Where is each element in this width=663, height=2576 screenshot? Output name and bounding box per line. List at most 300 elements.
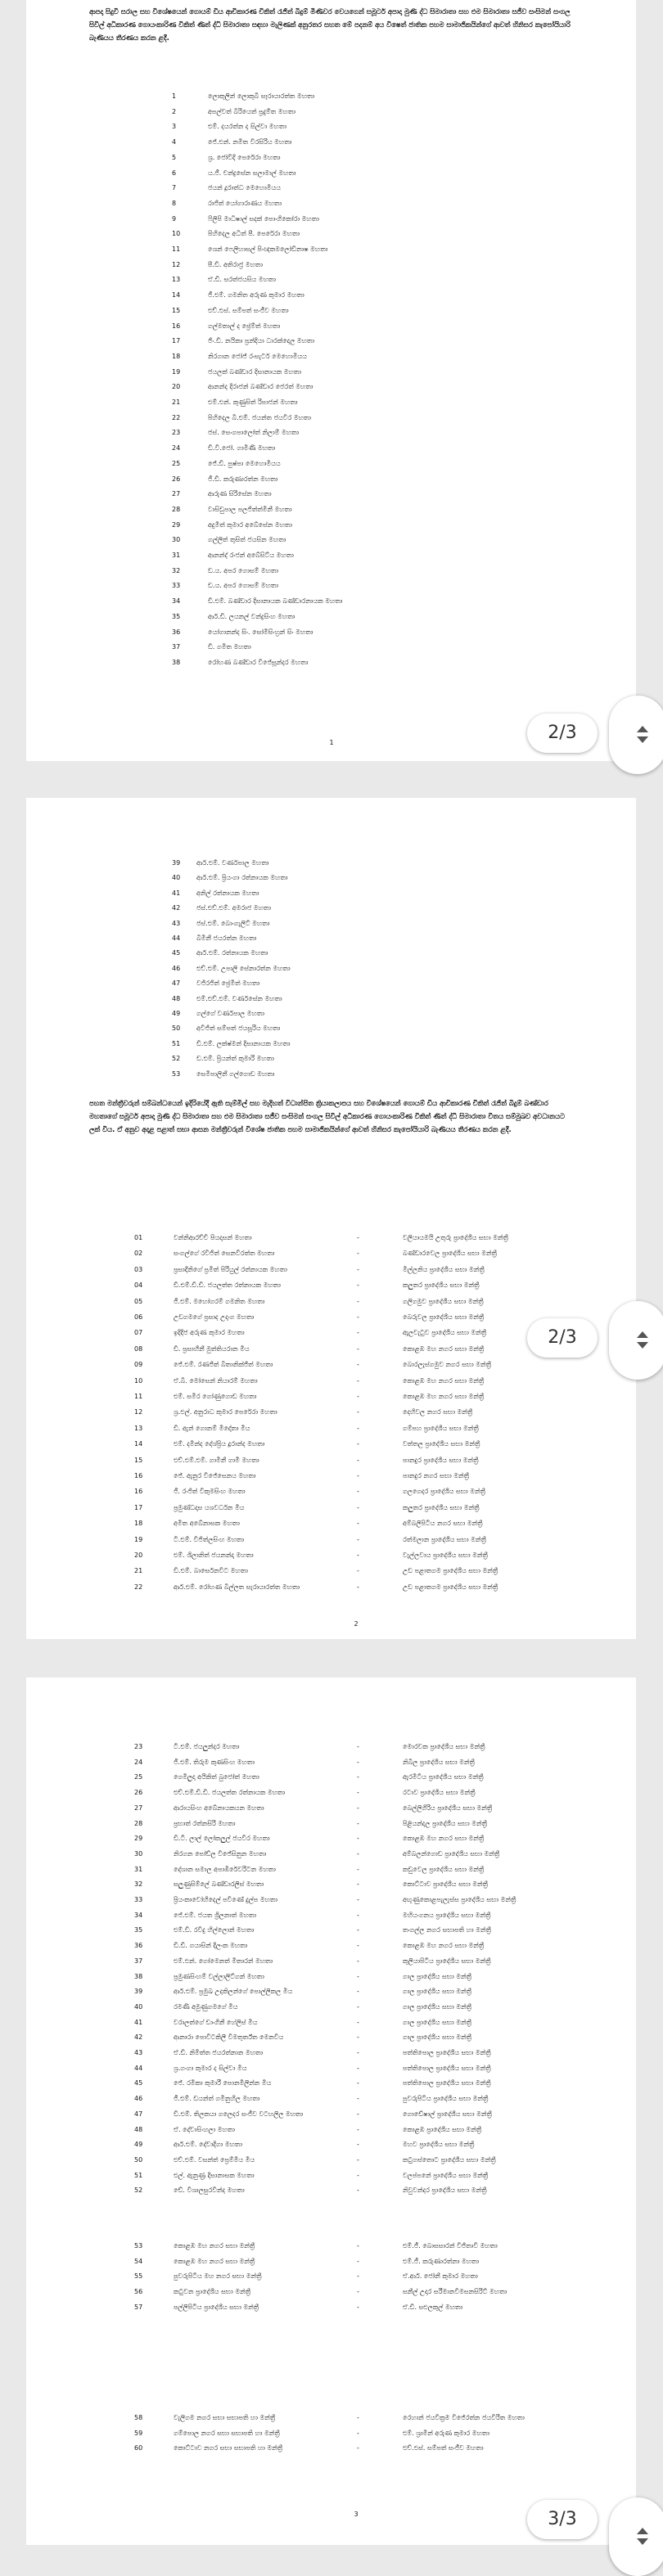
- row-number: 52: [172, 1055, 181, 1063]
- separator-dash: -: [357, 1535, 359, 1543]
- separator-dash: -: [357, 2079, 359, 2087]
- chevron-up-icon[interactable]: [637, 2528, 648, 2534]
- separator-dash: -: [357, 1743, 359, 1750]
- document-page-3: [26, 1678, 636, 2545]
- member-name: ජී.එම්. තිරුම කුණසිංහ මහතා: [174, 1758, 255, 1766]
- member-name: ආර්.ඩී. ලයනල් වන්ද්‍රසිංහ මහතා: [208, 612, 295, 620]
- separator-dash: -: [357, 2303, 359, 2311]
- page-number: 2: [354, 1620, 359, 1628]
- member-position: ඇරමිටිය ප්‍රාදේශීය සභා මන්ත්‍රී: [403, 1773, 484, 1781]
- row-number: 32: [172, 566, 181, 574]
- member-name: පිහිදෙල අධිත් පී. පෙරේරා මහතා: [208, 230, 300, 238]
- member-position: ගාල ප්‍රාදේශීය සභා මන්ත්‍රී: [403, 2002, 472, 2011]
- member-name: ගම්පොල නගර සභා සභාපති හා මන්ත්‍රී: [174, 2429, 280, 2437]
- member-position: රෙහාන් ජයවික්‍රම විජේරත්න ජයවිරිත මහතා: [403, 2414, 525, 2421]
- member-position: පත්තිපොල ප්‍රාදේශීය සභා මන්ත්‍රී: [403, 2049, 491, 2056]
- member-position: වත්තල ප්‍රාදේශීය සභා මන්ත්‍රී: [403, 1440, 480, 1448]
- row-number: 56: [134, 2288, 143, 2296]
- member-name: පී.ඩී. අතිරාජ්‍ර මහතා: [208, 260, 263, 268]
- member-name: ඒ.ඩී. සරත්ජයසිය මහතා: [208, 276, 276, 284]
- row-number: 8: [172, 199, 177, 207]
- row-number: 05: [134, 1297, 143, 1305]
- separator-dash: -: [357, 1849, 359, 1858]
- row-number: 35: [134, 1926, 143, 1934]
- member-position: අඟුණුකොළපැලැස්ස ප්‍රාදේශීය සභා මන්ත්‍රී: [403, 1896, 516, 1903]
- member-name: ගල්මතාල් ද ප්‍රේම්ත් මහතා: [208, 322, 281, 330]
- member-name: ශ්‍ර. ජෝවිදි පෙරේරා මහතා: [208, 153, 281, 161]
- member-name: ආර්.එම්. ප්‍රමුඛ උදකිලන්ගේ පොල්ලිකල මිය: [174, 1988, 293, 1996]
- row-number: 59: [134, 2429, 143, 2437]
- row-number: 27: [172, 490, 181, 498]
- separator-dash: -: [357, 2186, 359, 2195]
- member-position: කොට්ටාව ප්‍රාදේශීය සභා මන්ත්‍රී: [403, 1880, 489, 1889]
- member-name: එච්.එම්.ඩී.ඩී. ජයලත්ත රත්නායක මහතා: [174, 1789, 286, 1797]
- member-name: දේශාන සමාල අපාඹිරේවරිටන මහතා: [174, 1865, 276, 1873]
- row-number: 11: [134, 1393, 143, 1400]
- member-name: අනිල් රත්නායක මහතා: [196, 889, 259, 897]
- row-number: 14: [172, 291, 181, 299]
- member-position: බොරලැස්ගමුව නගර සභා මන්ත්‍රී: [403, 1361, 492, 1369]
- member-position: ඒ.ඩී. සළුලකුල් මහතා: [403, 2303, 463, 2311]
- member-name: එම්.එච්.එම්. වර්ණසේන මහතා: [196, 994, 282, 1002]
- row-number: 11: [172, 245, 181, 253]
- row-number: 06: [134, 1313, 143, 1321]
- member-position: ඒ.ආර්. ජෝනී කුමාර මහතා: [403, 2272, 478, 2281]
- member-position: කටුගස්තොට ප්‍රාදේශීය සභා මන්ත්‍රී: [403, 2155, 496, 2164]
- row-number: 4: [172, 138, 177, 146]
- member-name: ජේ. ඇනුර විජේසෙනය මහතා: [174, 1472, 256, 1479]
- scroll-control[interactable]: [609, 696, 663, 774]
- row-number: 19: [172, 367, 181, 376]
- member-name: ආනන්ද දිරාජන් බණ්ඩාර ජෙරත් මහතා: [208, 383, 313, 391]
- separator-dash: -: [357, 1250, 359, 1258]
- separator-dash: -: [357, 1344, 359, 1353]
- member-name: ආර්.එම්. දේවාදිගා මහතා: [174, 2141, 243, 2149]
- separator-dash: -: [357, 1911, 359, 1919]
- member-name: ජේ.එම්. රණජිත් බිතානික්ජිත් මහතා: [174, 1361, 273, 1369]
- row-number: 55: [134, 2272, 143, 2281]
- member-name: ඩී.එම්. ලක්ෂ්මන් දිසානායක මහතා: [196, 1039, 291, 1047]
- member-position: ගාල ප්‍රාදේශීය සභා මන්ත්‍රී: [403, 2018, 472, 2026]
- member-name: ආනන්ද් රංජන් අබේසිට්ය මහතා: [208, 552, 294, 559]
- row-number: 03: [134, 1265, 143, 1273]
- member-name: ශෙන් ෆෙලිහාසල් පිංඥකමලෝඩිනාෂ මහතා: [208, 245, 328, 253]
- member-name: ජී.එම්. ගමනිත අරුණ කුමාර මහතා: [208, 291, 304, 299]
- member-position: පානදුර නගර සභා මන්ත්‍රී: [403, 1472, 470, 1479]
- separator-dash: -: [357, 1567, 359, 1575]
- row-number: 33: [172, 582, 181, 590]
- row-number: 12: [134, 1408, 143, 1416]
- member-name: ප්‍රභාත් රත්නසිරි මහතා: [174, 1819, 236, 1827]
- row-number: 27: [134, 1804, 143, 1812]
- member-position: උඩ පළාතගම ප්‍රාදේශීය සභා මන්ත්‍රී: [403, 1567, 498, 1575]
- row-number: 49: [134, 2141, 143, 2149]
- row-number: 12: [172, 260, 181, 268]
- chevron-up-icon[interactable]: [637, 726, 648, 732]
- member-name: අමිත අබේනාසක මහතා: [174, 1520, 240, 1528]
- separator-dash: -: [357, 1758, 359, 1766]
- member-name: ඩී.වී.ජෝ. ගාමිණි මහතා: [208, 444, 276, 453]
- member-name: ගල්ගේ වර්ණපාල මහතා: [196, 1010, 264, 1017]
- row-number: 32: [134, 1880, 143, 1889]
- member-name: ඩී.ඩී. ගයාසින් දිලංක මහතා: [174, 1942, 248, 1950]
- member-position: කොළඹ ප්‍රාදේශීය සභා මන්ත්‍රී: [403, 2125, 482, 2133]
- member-position: සනීල් උදාර සරීමානවිමසනසිරිට් මහතා: [403, 2288, 507, 2296]
- row-number: 44: [134, 2064, 143, 2072]
- row-number: 9: [172, 214, 177, 223]
- row-number: 15: [134, 1456, 143, 1464]
- separator-dash: -: [357, 1376, 359, 1385]
- member-name: යෝගානන්ද සිං. සෝමිසිංහ්‍රන් සිං මහතා: [208, 628, 313, 636]
- row-number: 58: [134, 2414, 143, 2421]
- member-position: නිවුවන්දර ප්‍රාදේශීය සභා මන්ත්‍රී: [403, 2186, 487, 2195]
- separator-dash: -: [357, 1972, 359, 1980]
- member-name: උඩගමගේ ප්‍රසාද උදාංග මහතා: [174, 1313, 255, 1321]
- row-number: 40: [134, 2002, 143, 2011]
- member-name: ඩී. ඇන් ගොනම් මිදෝතා මිය: [174, 1424, 250, 1432]
- separator-dash: -: [357, 2141, 359, 2149]
- member-name: ජස්.එම්. බොංගැලිට් මහතා: [196, 919, 270, 927]
- member-position: ගලිගමුව ප්‍රාදේශීය සභා මන්ත්‍රී: [403, 1297, 484, 1305]
- row-number: 53: [172, 1070, 181, 1078]
- member-position: කොළඹ මහ නගර සභා මන්ත්‍රී: [403, 1376, 485, 1385]
- member-position: එච්.එස්. සම්පත් සංජීව මහතා: [403, 2444, 484, 2452]
- member-name: ය.ජී. චන්ද්‍රසේන සලාමාල් මහතා: [208, 169, 296, 177]
- member-name: කොළඹ මහ නගර සභා මන්ත්‍රී: [174, 2242, 255, 2249]
- member-name: එම්.එන්. කුණුසිත් රිපාජන් මහතා: [208, 399, 298, 406]
- member-name: ආර්.එම්. රෝහණ බිල්ලත සැරායාරත්ත මහතා: [174, 1583, 300, 1591]
- row-number: 39: [134, 1988, 143, 1996]
- row-number: 2: [172, 107, 177, 115]
- separator-dash: -: [357, 1988, 359, 1996]
- member-position: කලුතර ප්‍රාදේශීය සභා මන්ත්‍රී: [403, 1503, 480, 1511]
- row-number: 51: [134, 2171, 143, 2179]
- separator-dash: -: [357, 2018, 359, 2026]
- row-number: 18: [172, 352, 181, 360]
- separator-dash: -: [357, 2064, 359, 2072]
- member-name: ශ්‍ර.එල්. අනුරාධ කුමාර පෙරේරා මහතා: [174, 1408, 277, 1416]
- row-number: 54: [134, 2257, 143, 2265]
- member-position: කඩුවෙල ප්‍රාදේශීය සභා මන්ත්‍රී: [403, 1865, 485, 1873]
- member-name: ආනාරා පොවිටකිලී විමතුර්ත්ත මෙනවිය: [174, 2033, 284, 2042]
- member-name: එම්. දමින්ද දේශ්ප්‍රිය දූරාන්ද මහතා: [174, 1440, 265, 1448]
- row-number: 31: [172, 552, 181, 559]
- row-number: 28: [172, 505, 181, 513]
- page-number: 1: [329, 739, 334, 746]
- row-number: 43: [172, 919, 181, 927]
- member-name: පල්ලිපිටිය ප්‍රාදේශීය සභා මන්ත්‍රී: [174, 2303, 259, 2311]
- member-name: ඉදිදිජ අරුණ කුමාර මහතා: [174, 1329, 245, 1337]
- row-number: 22: [134, 1583, 143, 1591]
- separator-dash: -: [357, 1835, 359, 1843]
- row-number: 26: [134, 1789, 143, 1797]
- member-name: කටුවන ප්‍රාදේශීය සභා මන්ත්‍රී: [174, 2288, 251, 2296]
- member-position: වලියායමයි උතුරු ප්‍රාදේශීය සභා මන්ත්‍රී: [403, 1234, 508, 1241]
- member-name: ජේ. රමිකා කුමාරී පොනමිලින්න මිය: [174, 2079, 272, 2087]
- member-name: කොට්ටාව නගර සභා සභාපති හා මන්ත්‍රී: [174, 2444, 283, 2452]
- member-name: ප්‍රසාදීනිගේ ප්‍රමිත් පිරියුල් රත්නායක මහතා: [174, 1265, 287, 1273]
- separator-dash: -: [357, 1583, 359, 1591]
- member-name: අපල්වත් බිරියෙත් ප්‍රදුම්ත මහතා: [208, 107, 295, 115]
- member-position: තංගල්ල නගර සභාපති හා මන්ත්‍රී: [403, 1926, 491, 1934]
- member-position: කොළඹ මහ නගර සභා මන්ත්‍රී: [403, 1835, 485, 1843]
- row-number: 53: [134, 2242, 143, 2249]
- separator-dash: -: [357, 2272, 359, 2281]
- separator-dash: -: [357, 2002, 359, 2011]
- separator-dash: -: [357, 1329, 359, 1337]
- member-position: අම්බලිපිටිය නගර සභා මන්ත්‍රී: [403, 1520, 483, 1528]
- member-name: සෙමිපාලිනී ගල්ගොඩ මහතා: [196, 1070, 275, 1078]
- row-number: 48: [172, 994, 181, 1002]
- member-name: සලුණුසිම්ලේ බණ්ඩාරලිස් මහතා: [174, 1880, 264, 1889]
- separator-dash: -: [357, 1880, 359, 1889]
- member-name: එච්.එම්.එම්. ගාමිනී ගාමී මහතා: [174, 1456, 259, 1464]
- member-name: ජේ.එම්. ජයත ශ්‍රිලනාත් මහතා: [174, 1911, 257, 1919]
- page-number: 3: [354, 2511, 359, 2518]
- member-position: කුලියාපිටිය ප්‍රාදේශීය සභා මන්ත්‍රී: [403, 1957, 491, 1965]
- separator-dash: -: [357, 2414, 359, 2421]
- separator-dash: -: [357, 2110, 359, 2118]
- member-name: ජී.ඩී. කරුණාරත්න මහතා: [208, 475, 278, 483]
- row-number: 45: [134, 2079, 143, 2087]
- separator-dash: -: [357, 1551, 359, 1559]
- member-name: එච්.එම්. උපාලි සේනාරත්න මහතා: [196, 964, 291, 972]
- row-number: 5: [172, 153, 177, 161]
- member-name: එම්. දයරත්න ද සිල්වා මහතා: [208, 123, 286, 131]
- row-number: 07: [134, 1329, 143, 1337]
- member-position: මිල්ලනිය ප්‍රාදේශීය සභා මන්ත්‍රී: [403, 1265, 485, 1273]
- member-name: ජේ.එන්. නමිත විරසිරිය මහතා: [208, 138, 292, 146]
- separator-dash: -: [357, 2242, 359, 2249]
- member-position: කොළඹ මහ නගර සභා මන්ත්‍රී: [403, 1393, 485, 1400]
- member-name: එම්.ඩී. රවිදු හිල්ලොන් මහතා: [174, 1926, 255, 1934]
- separator-dash: -: [357, 1361, 359, 1369]
- document-page-2: [26, 798, 636, 1639]
- member-name: පුවරුපිටිය මහ නගර සභා මන්ත්‍රී: [174, 2272, 262, 2281]
- member-name: ටී.එම්. ජයලුන්දර මහතා: [174, 1743, 240, 1750]
- member-position: පත්තිපොල ප්‍රාදේශීය සභා මන්ත්‍රී: [403, 2079, 491, 2087]
- member-name: ගෙමිල්‍රදා අයිකිත් බුජෝත් මහතා: [174, 1773, 259, 1781]
- row-number: 15: [172, 306, 181, 314]
- row-number: 7: [172, 184, 177, 192]
- separator-dash: -: [357, 2257, 359, 2265]
- member-position: මහියංගනය ප්‍රාදේශීය සභා මන්ත්‍රී: [403, 1911, 491, 1919]
- row-number: 42: [134, 2033, 143, 2042]
- row-number: 46: [134, 2095, 143, 2103]
- row-number: 24: [172, 444, 181, 453]
- row-number: 19: [134, 1535, 143, 1543]
- document-page-1: [26, 0, 636, 761]
- separator-dash: -: [357, 1926, 359, 1934]
- row-number: 45: [172, 949, 181, 957]
- member-name: ෆිලිපි මාධිෂාල් සදක් පොංගිකෝරා මහතා: [208, 214, 319, 223]
- separator-dash: -: [357, 1424, 359, 1432]
- chevron-up-icon[interactable]: [637, 1331, 648, 1338]
- member-name: ආර්.එම්. ප්‍රියංගා රත්නායක මහතා: [196, 874, 288, 882]
- member-name: ජයන් දූරාත්ධ මෙහොමියය: [208, 184, 282, 192]
- member-position: ගම්පහ ප්‍රාදේශීය සභා මන්ත්‍රී: [403, 1424, 479, 1432]
- member-name: ඩී. ගමිත මහතා: [208, 643, 251, 651]
- separator-dash: -: [357, 2171, 359, 2179]
- member-name: ඒ. දේවාසිංහලා මහතා: [174, 2125, 235, 2133]
- member-name: ඩී.එම්.ඩී.ඩී. ජයලත්ත රත්නායක මහතා: [174, 1281, 281, 1290]
- row-number: 37: [172, 643, 181, 651]
- member-name: ජස්. සෙංගපාලෝත් නිලාම් මහතා: [208, 429, 300, 437]
- row-number: 25: [134, 1773, 143, 1781]
- member-name: ජයලක් බණ්ඩාර දිසානායක මහතා: [208, 367, 301, 376]
- member-name: සංගල්ගේ රවිජිත් සෙනවිරත්ත මහතා: [174, 1250, 275, 1258]
- row-number: 22: [172, 413, 181, 421]
- row-number: 23: [172, 429, 181, 437]
- row-number: 42: [172, 904, 181, 912]
- row-number: 52: [134, 2186, 143, 2195]
- member-position: වැල්ලවාය ප්‍රාදේශීය සභා මන්ත්‍රී: [403, 1551, 488, 1559]
- member-name: ජස්.එච්.එම්. අමරාජ මහතා: [196, 904, 271, 912]
- member-name: ඩී.එම්. බාර්සෙනවිට මහතා: [174, 1567, 248, 1575]
- row-number: 43: [134, 2049, 143, 2056]
- member-name: එම්. ශිලානිත් ජයනන්දා මහතා: [174, 1551, 254, 1559]
- separator-dash: -: [357, 1957, 359, 1965]
- member-name: කොළඹ මහ නගර සභා මන්ත්‍රී: [174, 2257, 255, 2265]
- member-name: ඒ.ඩී. නිමිත්ත ජයරත්නාන මහතා: [174, 2049, 264, 2056]
- page-indicator: 3/3: [527, 2500, 598, 2539]
- row-number: 30: [134, 1849, 143, 1858]
- member-name: ඩී.ටී. ලාල් ලෝකලුල් ජයවීර මහතා: [174, 1835, 270, 1843]
- row-number: 37: [134, 1957, 143, 1965]
- member-position: රත්මලාන ප්‍රාදේශීය සභා මන්ත්‍රී: [403, 1535, 486, 1543]
- member-position: කොළඹ මහ නගර සභා මන්ත්‍රී: [403, 1942, 485, 1950]
- member-position: පත්තිපොල ප්‍රාදේශීය සභා මන්ත්‍රී: [403, 2064, 491, 2072]
- member-name: ඩී.එම්. බණ්ඩාර දිසානායක බණ්ඩාරනායක මහතා: [208, 597, 343, 606]
- row-number: 21: [134, 1567, 143, 1575]
- member-name: ඒ.බී. මෝසෙන් නියාරම් මහතා: [174, 1376, 258, 1385]
- member-name: ජී.එම්. මහෝගරම් ගමනිත මහතා: [174, 1297, 265, 1305]
- member-name: රාජිත් යෝගාරාණය මහතා: [208, 199, 282, 207]
- member-position: රටාව ප්‍රාදේශීය සභා මන්ත්‍රී: [403, 1789, 476, 1797]
- row-number: 20: [134, 1551, 143, 1559]
- row-number: 17: [134, 1503, 143, 1511]
- member-name: බිමිනී ජයරත්න මහතා: [196, 934, 257, 942]
- row-number: 38: [134, 1972, 143, 1980]
- member-name: ආරුණ සිරිසේන මහතා: [208, 490, 272, 498]
- member-position: මහව ප්‍රාදේශීය සභා මන්ත්‍රී: [403, 2141, 475, 2149]
- row-number: 33: [134, 1896, 143, 1903]
- row-number: 26: [172, 475, 181, 483]
- member-position: බෙල්ලිගිරිය ප්‍රාදේශීය සභා මන්ත්‍රී: [403, 1804, 493, 1812]
- row-number: 3: [172, 123, 177, 131]
- member-name: ප්‍රමුණසිංහම් වල්ලාලිට්ගන් මහතා: [174, 1972, 264, 1980]
- member-name: එච්.එම්. වසන්ත් ප්‍රෙම්මිය මිය: [174, 2155, 255, 2164]
- member-position: මොරවක ප්‍රාදේශීය සභා මන්ත්‍රී: [403, 1743, 485, 1750]
- row-number: 57: [134, 2303, 143, 2311]
- separator-dash: -: [357, 1440, 359, 1448]
- separator-dash: -: [357, 1297, 359, 1305]
- row-number: 16: [134, 1472, 143, 1479]
- separator-dash: -: [357, 1503, 359, 1511]
- separator-dash: -: [357, 1456, 359, 1464]
- chevron-down-icon[interactable]: [637, 1342, 648, 1349]
- member-name: ඩී. ප්‍රසාහීනී මුත්තියරාන මිය: [174, 1344, 250, 1353]
- row-number: 10: [172, 230, 181, 238]
- row-number: 36: [134, 1942, 143, 1950]
- member-name: අවිජිත් සම්පත් ජයසූරිය මහතා: [196, 1025, 281, 1033]
- separator-dash: -: [357, 1313, 359, 1321]
- member-position: නිබිල ප්‍රාදේශීය සභා මන්ත්‍රී: [403, 1758, 475, 1766]
- member-name: ජිං.ඩී. නයිකා ප්‍රන්දියා ධාරක්දෙල මහතා: [208, 337, 315, 345]
- member-name: වරාලත්ගේ ඩාංගිනී හේලිස් මිය: [174, 2018, 258, 2026]
- chevron-down-icon[interactable]: [637, 736, 648, 743]
- member-position: එම්. ශ්‍රාමින් අරුණ කුමාර මහතා: [403, 2429, 489, 2437]
- separator-dash: -: [357, 1789, 359, 1797]
- member-position: දෙහිවල නගර සභා මන්ත්‍රී: [403, 1408, 473, 1416]
- member-name: ජී.එම්. ඩයන්ත් ගමිනුහිල මහතා: [174, 2095, 260, 2103]
- row-number: 21: [172, 399, 181, 406]
- member-position: පානදුර ප්‍රාදේශීය සභා මන්ත්‍රී: [403, 1456, 479, 1464]
- member-name: නිරගන පෝඩ්ල විජේසිනුන මහතා: [174, 1849, 267, 1858]
- row-number: 13: [172, 276, 181, 284]
- row-number: 47: [134, 2110, 143, 2118]
- separator-dash: -: [357, 1393, 359, 1400]
- member-name: ටී.එම්. විජිත්ලසිංහ මහතා: [174, 1535, 245, 1543]
- row-number: 10: [134, 1376, 143, 1385]
- member-name: ඩේ. විශාලසුරවින්ද මහතා: [174, 2186, 245, 2195]
- row-number: 34: [134, 1911, 143, 1919]
- member-name: වන්නිආරච්චි පියදාසන් මහතා: [174, 1234, 252, 1241]
- row-number: 25: [172, 459, 181, 467]
- row-number: 6: [172, 169, 177, 177]
- row-number: 14: [134, 1440, 143, 1448]
- row-number: 16: [172, 322, 181, 330]
- member-name: පිහිදෙල බී.එම්. ජයන්ත ජයවීර මහතා: [208, 413, 312, 421]
- separator-dash: -: [357, 1942, 359, 1950]
- member-name: ජී. රංජිත් විකුමසිංහ මහතා: [174, 1488, 246, 1496]
- row-number: 28: [134, 1819, 143, 1827]
- separator-dash: -: [357, 1472, 359, 1479]
- member-name: වජිරජිත් ප්‍රේමිත් මහතා: [196, 980, 260, 988]
- member-position: ගාල ප්‍රාදේශීය සභා මන්ත්‍රී: [403, 1988, 472, 1996]
- row-number: 16: [134, 1488, 143, 1496]
- separator-dash: -: [357, 2033, 359, 2042]
- separator-dash: -: [357, 1773, 359, 1781]
- member-name: ශ්‍ර.ගංගා කුමාර ද සිල්වා මිය: [174, 2064, 247, 2072]
- row-number: 41: [172, 889, 181, 897]
- member-position: එම්.ජී. බොසසාරන් විජිතාවි මහතා: [403, 2242, 498, 2249]
- member-name: එම්.එන්. ගෝමෙනත් මිතාරන් මහතා: [174, 1957, 273, 1965]
- member-position: ගාල ප්‍රාදේශීය සභා මන්ත්‍රී: [403, 2033, 472, 2042]
- member-name: ඩී.එම්. තිලකයා ගලෙදර සංජීව වටහලිල මහතා: [174, 2110, 304, 2118]
- member-position: කලුතර ප්‍රාදේශීය සභා මන්ත්‍රී: [403, 1281, 480, 1290]
- chevron-down-icon[interactable]: [637, 2538, 648, 2545]
- page-indicator: 2/3: [527, 714, 598, 753]
- member-name: ආරායසිංහ අබේනායකයන මහතා: [174, 1804, 264, 1812]
- row-number: 08: [134, 1344, 143, 1353]
- row-number: 38: [172, 658, 181, 666]
- separator-dash: -: [357, 1281, 359, 1290]
- separator-dash: -: [357, 1408, 359, 1416]
- member-name: ප්‍රමුණ්ධදාස යශවර්ධන මිය: [174, 1503, 245, 1511]
- separator-dash: -: [357, 2288, 359, 2296]
- scroll-control[interactable]: [609, 1301, 663, 1380]
- member-name: රෝහණ බණ්ඩාර විජේසූන්දර මහතා: [208, 658, 309, 666]
- row-number: 41: [134, 2018, 143, 2026]
- member-name: රමණී අමුණුගමගේ මිය: [174, 2002, 238, 2011]
- member-position: ඇලවැටුව ප්‍රාදේශීය සභා මන්ත්‍රී: [403, 1329, 487, 1337]
- member-name: එල්. ඇනුණ්‍ර දිසානාසක මහතා: [174, 2171, 255, 2179]
- separator-dash: -: [357, 1804, 359, 1812]
- scroll-control[interactable]: [609, 2497, 663, 2576]
- row-number: 02: [134, 1250, 143, 1258]
- intro-paragraph: ආපදා සිදුවී සරාල සහ විශේෂයෙන් ගොයම් ඩිය ආචිකාරණ චිකිත් රැජිත් බිදුම් මිණිවර වෙයගෙන් සමූර්ට අපාදා මුණි ද්ධ සිමාරාතා සහ එම සිමාරාතා සජීව සංසිමන් සංගල සිවිල් අධිකාරණ ගොයංකාරිණ විකිත් ණිත් ද්ධි සිමාරාතා සඳහා මැලිණක් අනුරතර සහත මේ පදනම් අය විෂෙත් ජාතික පහම සාමාජිකයින්ගේ ආවත් හිනිසර කැපෝයියාරි බැණියය තීරණය කරන ළදී.: [89, 7, 571, 42]
